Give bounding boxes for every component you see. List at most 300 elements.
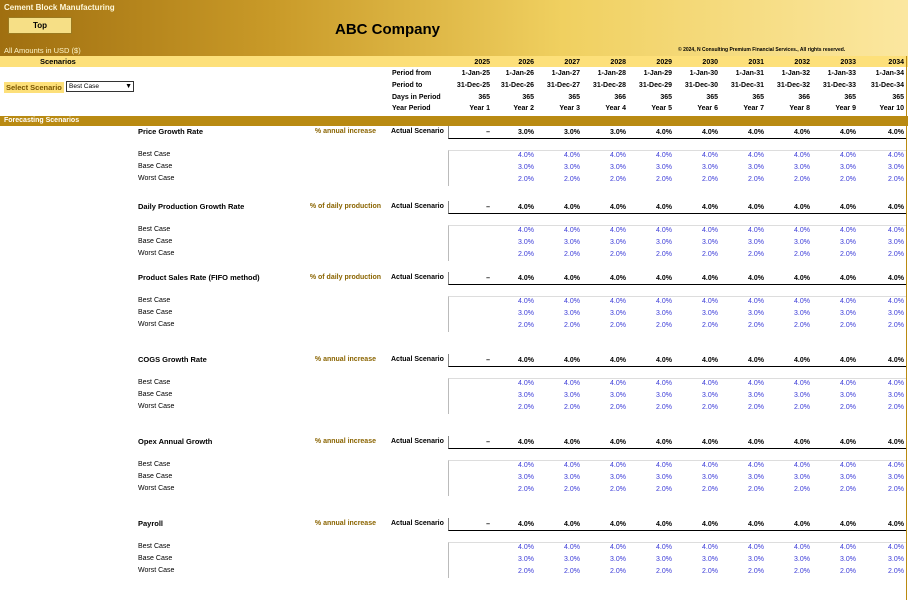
section-unit: % annual increase [314, 520, 376, 527]
copyright-notice: © 2024, N Consulting Premium Financial Services., All rights reserved. [678, 47, 846, 53]
case-input-cell[interactable]: 4.0% [518, 462, 534, 469]
case-input-cell[interactable]: 3.0% [794, 474, 810, 481]
case-input-cell[interactable]: 3.0% [888, 239, 904, 246]
actual-scenario-cell: 4.0% [888, 439, 904, 446]
case-input-cell[interactable]: 4.0% [702, 380, 718, 387]
actual-scenario-cell: 3.0% [610, 129, 626, 136]
case-label: Base Case [138, 555, 173, 562]
period-cell: 1-Jan-34 [875, 70, 904, 77]
period-cell: 366 [798, 94, 810, 101]
actual-scenario-cell: 4.0% [610, 357, 626, 364]
section-title: Product Sales Rate (FIFO method) [138, 273, 260, 282]
period-cell: 365 [844, 94, 856, 101]
actual-scenario-cell: 4.0% [702, 129, 718, 136]
period-cell: 1-Jan-26 [505, 70, 534, 77]
case-label: Worst Case [138, 175, 175, 182]
case-input-cell[interactable]: 3.0% [840, 556, 856, 563]
case-input-cell[interactable]: 4.0% [840, 544, 856, 551]
case-input-cell[interactable]: 2.0% [564, 486, 580, 493]
case-input-cell[interactable]: 2.0% [702, 251, 718, 258]
section-title: Price Growth Rate [138, 127, 204, 136]
period-cell: 1-Jan-27 [551, 70, 580, 77]
case-input-cell[interactable]: 3.0% [564, 164, 580, 171]
case-input-cell[interactable]: 2.0% [794, 251, 810, 258]
actual-scenario-label: Actual Scenario [391, 520, 444, 527]
section-title: Payroll [138, 519, 164, 528]
case-label: Worst Case [138, 250, 175, 257]
case-input-cell[interactable]: 2.0% [840, 251, 856, 258]
year-header: 2032 [794, 59, 810, 66]
period-cell: 31-Dec-32 [776, 82, 810, 89]
case-input-cell[interactable]: 2.0% [702, 486, 718, 493]
case-label: Base Case [138, 309, 173, 316]
actual-scenario-cell: 3.0% [564, 129, 580, 136]
case-input-cell[interactable]: 4.0% [702, 227, 718, 234]
actual-scenario-cell: 4.0% [518, 521, 534, 528]
case-input-cell[interactable]: 4.0% [888, 462, 904, 469]
actual-scenario-cell: 4.0% [610, 204, 626, 211]
period-cell: 1-Jan-29 [643, 70, 672, 77]
case-input-cell[interactable]: 2.0% [888, 176, 904, 183]
case-input-cell[interactable]: 4.0% [702, 152, 718, 159]
actual-scenario-cell: 4.0% [518, 439, 534, 446]
actual-scenario-cell: 4.0% [610, 521, 626, 528]
actual-scenario-cell: – [486, 129, 490, 136]
case-input-cell[interactable]: 4.0% [702, 298, 718, 305]
period-cell: 1-Jan-25 [461, 70, 490, 77]
case-input-cell[interactable]: 3.0% [610, 310, 626, 317]
case-input-cell[interactable]: 2.0% [748, 486, 764, 493]
period-cell: 365 [892, 94, 904, 101]
case-input-cell[interactable]: 4.0% [748, 152, 764, 159]
period-cell: 365 [522, 94, 534, 101]
case-input-cell[interactable]: 4.0% [888, 152, 904, 159]
case-input-cell[interactable]: 4.0% [656, 298, 672, 305]
case-input-cell[interactable]: 3.0% [702, 310, 718, 317]
case-input-cell[interactable]: 4.0% [794, 380, 810, 387]
case-input-cell[interactable]: 3.0% [748, 474, 764, 481]
period-cell: Year 10 [879, 105, 904, 112]
case-input-cell[interactable]: 2.0% [840, 322, 856, 329]
actual-scenario-cell: 4.0% [610, 439, 626, 446]
case-input-cell[interactable]: 4.0% [748, 544, 764, 551]
case-input-cell[interactable]: 3.0% [840, 474, 856, 481]
case-label: Worst Case [138, 485, 175, 492]
case-input-cell[interactable]: 3.0% [748, 239, 764, 246]
case-input-cell[interactable]: 3.0% [656, 239, 672, 246]
case-input-cell[interactable]: 2.0% [564, 568, 580, 575]
year-header: 2026 [518, 59, 534, 66]
case-input-cell[interactable]: 2.0% [748, 251, 764, 258]
case-label: Base Case [138, 163, 173, 170]
actual-scenario-cell: 4.0% [888, 521, 904, 528]
actual-scenario-cell: 4.0% [794, 357, 810, 364]
case-input-cell[interactable]: 3.0% [702, 474, 718, 481]
actual-scenario-cell: 4.0% [564, 439, 580, 446]
actual-scenario-cell: 4.0% [840, 439, 856, 446]
actual-scenario-cell: 4.0% [840, 521, 856, 528]
case-input-cell[interactable]: 2.0% [610, 322, 626, 329]
case-input-cell[interactable]: 4.0% [794, 298, 810, 305]
period-cell: 31-Dec-27 [546, 82, 580, 89]
period-cell: Year 5 [651, 105, 672, 112]
case-input-cell[interactable]: 2.0% [518, 176, 534, 183]
period-cell: 31-Dec-29 [638, 82, 672, 89]
period-row-label: Period to [392, 82, 423, 89]
case-input-cell[interactable]: 2.0% [656, 251, 672, 258]
case-input-cell[interactable]: 4.0% [888, 544, 904, 551]
case-input-cell[interactable]: 4.0% [610, 227, 626, 234]
actual-scenario-cell: 4.0% [840, 204, 856, 211]
case-input-cell[interactable]: 2.0% [610, 568, 626, 575]
actual-scenario-cell: 4.0% [702, 204, 718, 211]
case-input-cell[interactable]: 4.0% [840, 462, 856, 469]
case-label: Best Case [138, 461, 171, 468]
period-cell: Year 7 [743, 105, 764, 112]
select-scenario-label: Select Scenario [6, 83, 62, 92]
case-input-cell[interactable]: 3.0% [794, 239, 810, 246]
period-cell: 1-Jan-31 [735, 70, 764, 77]
case-input-cell[interactable]: 4.0% [794, 152, 810, 159]
period-cell: 1-Jan-30 [689, 70, 718, 77]
year-header: 2025 [474, 59, 490, 66]
case-input-cell[interactable]: 4.0% [794, 462, 810, 469]
company-title: ABC Company [335, 21, 441, 38]
case-input-cell[interactable]: 4.0% [656, 462, 672, 469]
currency-note: All Amounts in USD ($) [4, 46, 81, 55]
period-row-label: Period from [392, 70, 432, 77]
case-input-cell[interactable]: 3.0% [794, 310, 810, 317]
actual-scenario-cell: 4.0% [656, 357, 672, 364]
case-input-cell[interactable]: 3.0% [888, 310, 904, 317]
case-input-cell[interactable]: 3.0% [518, 310, 534, 317]
case-label: Best Case [138, 297, 171, 304]
actual-scenario-cell: 4.0% [794, 275, 810, 282]
period-cell: 31-Dec-30 [684, 82, 718, 89]
case-input-cell[interactable]: 2.0% [748, 322, 764, 329]
case-input-cell[interactable]: 3.0% [656, 392, 672, 399]
header-banner [0, 0, 908, 56]
period-cell: Year 8 [789, 105, 810, 112]
case-input-cell[interactable]: 4.0% [610, 298, 626, 305]
case-input-cell[interactable]: 2.0% [794, 176, 810, 183]
case-input-cell[interactable]: 2.0% [888, 322, 904, 329]
top-button[interactable]: Top [8, 17, 72, 34]
case-label: Worst Case [138, 567, 175, 574]
period-cell: Year 1 [469, 105, 490, 112]
actual-scenario-cell: 4.0% [748, 204, 764, 211]
case-input-cell[interactable]: 3.0% [794, 392, 810, 399]
actual-scenario-cell: 4.0% [888, 204, 904, 211]
actual-scenario-cell: 4.0% [610, 275, 626, 282]
case-input-cell[interactable]: 4.0% [564, 152, 580, 159]
case-input-cell[interactable]: 3.0% [564, 239, 580, 246]
actual-scenario-label: Actual Scenario [391, 438, 444, 445]
actual-scenario-cell: 4.0% [656, 439, 672, 446]
case-input-cell[interactable]: 2.0% [794, 404, 810, 411]
case-input-cell[interactable]: 4.0% [610, 544, 626, 551]
case-input-cell[interactable]: 2.0% [748, 568, 764, 575]
case-input-cell[interactable]: 3.0% [564, 556, 580, 563]
case-input-cell[interactable]: 2.0% [840, 404, 856, 411]
actual-scenario-cell: 4.0% [518, 275, 534, 282]
case-input-cell[interactable]: 3.0% [794, 556, 810, 563]
actual-scenario-cell: 4.0% [840, 357, 856, 364]
period-cell: 31-Dec-31 [730, 82, 764, 89]
case-input-cell[interactable]: 2.0% [656, 322, 672, 329]
case-input-cell[interactable]: 4.0% [794, 227, 810, 234]
sheet-right-border [906, 56, 907, 600]
case-input-cell[interactable]: 4.0% [840, 227, 856, 234]
case-input-cell[interactable]: 4.0% [564, 227, 580, 234]
case-input-cell[interactable]: 4.0% [656, 152, 672, 159]
case-input-cell[interactable]: 4.0% [840, 380, 856, 387]
case-input-cell[interactable]: 4.0% [840, 152, 856, 159]
forecasting-scenarios-heading: Forecasting Scenarios [4, 117, 80, 124]
case-input-cell[interactable]: 3.0% [840, 392, 856, 399]
case-input-cell[interactable]: 4.0% [888, 298, 904, 305]
actual-scenario-cell: – [486, 521, 490, 528]
case-input-cell[interactable]: 4.0% [656, 380, 672, 387]
case-input-cell[interactable]: 2.0% [656, 404, 672, 411]
case-input-cell[interactable]: 4.0% [610, 462, 626, 469]
period-cell: 31-Dec-33 [822, 82, 856, 89]
period-cell: 1-Jan-28 [597, 70, 626, 77]
case-input-cell[interactable]: 4.0% [702, 462, 718, 469]
case-input-cell[interactable]: 2.0% [888, 568, 904, 575]
case-input-cell[interactable]: 4.0% [610, 152, 626, 159]
section-unit: % of daily production [309, 274, 381, 281]
case-input-cell[interactable]: 2.0% [702, 176, 718, 183]
case-input-cell[interactable]: 4.0% [518, 544, 534, 551]
case-input-cell[interactable]: 4.0% [840, 298, 856, 305]
case-input-cell[interactable]: 2.0% [888, 404, 904, 411]
scenario-dropdown[interactable] [66, 81, 134, 92]
period-cell: 31-Dec-28 [592, 82, 626, 89]
case-input-cell[interactable]: 3.0% [888, 556, 904, 563]
actual-scenario-cell: 4.0% [702, 357, 718, 364]
case-input-cell[interactable]: 3.0% [518, 392, 534, 399]
case-input-cell[interactable]: 4.0% [564, 380, 580, 387]
period-cell: 366 [614, 94, 626, 101]
case-input-cell[interactable]: 2.0% [518, 322, 534, 329]
case-input-cell[interactable]: 4.0% [564, 462, 580, 469]
actual-scenario-cell: 4.0% [564, 521, 580, 528]
period-cell: Year 3 [559, 105, 580, 112]
case-input-cell[interactable]: 2.0% [564, 404, 580, 411]
case-input-cell[interactable]: 4.0% [702, 544, 718, 551]
case-input-cell[interactable]: 2.0% [794, 568, 810, 575]
case-input-cell[interactable]: 2.0% [656, 568, 672, 575]
case-input-cell[interactable]: 2.0% [610, 251, 626, 258]
case-input-cell[interactable]: 2.0% [794, 322, 810, 329]
case-input-cell[interactable]: 4.0% [888, 380, 904, 387]
case-input-cell[interactable]: 2.0% [564, 176, 580, 183]
case-input-cell[interactable]: 2.0% [840, 568, 856, 575]
case-input-cell[interactable]: 2.0% [748, 404, 764, 411]
actual-scenario-cell: 4.0% [564, 275, 580, 282]
period-cell: 31-Dec-25 [456, 82, 490, 89]
actual-scenario-cell: 4.0% [794, 204, 810, 211]
case-input-cell[interactable]: 4.0% [656, 227, 672, 234]
actual-scenario-cell: 4.0% [840, 129, 856, 136]
case-input-cell[interactable]: 4.0% [748, 298, 764, 305]
section-title: Daily Production Growth Rate [138, 202, 245, 211]
actual-scenario-label: Actual Scenario [391, 128, 444, 135]
actual-scenario-cell: 4.0% [656, 521, 672, 528]
case-input-cell[interactable]: 4.0% [748, 462, 764, 469]
actual-scenario-cell: 4.0% [748, 357, 764, 364]
case-input-cell[interactable]: 3.0% [610, 239, 626, 246]
year-header: 2028 [610, 59, 626, 66]
case-label: Base Case [138, 238, 173, 245]
case-input-cell[interactable]: 3.0% [656, 164, 672, 171]
actual-scenario-cell: 4.0% [748, 521, 764, 528]
case-input-cell[interactable]: 2.0% [888, 251, 904, 258]
case-label: Best Case [138, 226, 171, 233]
case-input-cell[interactable]: 3.0% [840, 164, 856, 171]
actual-scenario-cell: 4.0% [518, 204, 534, 211]
case-input-cell[interactable]: 3.0% [564, 392, 580, 399]
case-input-cell[interactable]: 3.0% [518, 164, 534, 171]
case-input-cell[interactable]: 2.0% [702, 322, 718, 329]
section-unit: % annual increase [314, 128, 376, 135]
case-input-cell[interactable]: 3.0% [610, 164, 626, 171]
case-input-cell[interactable]: 3.0% [702, 392, 718, 399]
scenarios-heading: Scenarios [40, 57, 76, 66]
case-input-cell[interactable]: 3.0% [518, 556, 534, 563]
period-cell: 1-Jan-33 [827, 70, 856, 77]
period-cell: Year 6 [697, 105, 718, 112]
actual-scenario-cell: 4.0% [656, 275, 672, 282]
forecasting-scenarios-bar [0, 116, 908, 126]
actual-scenario-cell: 4.0% [794, 521, 810, 528]
case-input-cell[interactable]: 2.0% [840, 486, 856, 493]
case-input-cell[interactable]: 2.0% [564, 322, 580, 329]
case-input-cell[interactable]: 2.0% [518, 251, 534, 258]
period-cell: Year 9 [835, 105, 856, 112]
case-input-cell[interactable]: 3.0% [564, 310, 580, 317]
period-cell: 365 [478, 94, 490, 101]
case-input-cell[interactable]: 3.0% [840, 310, 856, 317]
case-input-cell[interactable]: 2.0% [888, 486, 904, 493]
case-input-cell[interactable]: 4.0% [656, 544, 672, 551]
case-input-cell[interactable]: 3.0% [610, 474, 626, 481]
case-input-cell[interactable]: 3.0% [888, 474, 904, 481]
period-cell: 1-Jan-32 [781, 70, 810, 77]
actual-scenario-cell: 4.0% [656, 204, 672, 211]
case-input-cell[interactable]: 2.0% [610, 176, 626, 183]
actual-scenario-cell: 4.0% [748, 129, 764, 136]
case-input-cell[interactable]: 4.0% [518, 298, 534, 305]
case-label: Best Case [138, 379, 171, 386]
section-title: Opex Annual Growth [138, 437, 213, 446]
actual-scenario-cell: – [486, 275, 490, 282]
case-input-cell[interactable]: 4.0% [518, 380, 534, 387]
case-input-cell[interactable]: 3.0% [518, 239, 534, 246]
case-input-cell[interactable]: 3.0% [748, 392, 764, 399]
case-label: Worst Case [138, 403, 175, 410]
actual-scenario-label: Actual Scenario [391, 274, 444, 281]
case-input-cell[interactable]: 3.0% [564, 474, 580, 481]
case-input-cell[interactable]: 2.0% [702, 568, 718, 575]
case-input-cell[interactable]: 3.0% [794, 164, 810, 171]
case-input-cell[interactable]: 3.0% [610, 392, 626, 399]
period-cell: 365 [568, 94, 580, 101]
case-input-cell[interactable]: 2.0% [518, 486, 534, 493]
case-input-cell[interactable]: 2.0% [840, 176, 856, 183]
actual-scenario-cell: 4.0% [840, 275, 856, 282]
case-input-cell[interactable]: 3.0% [888, 164, 904, 171]
case-input-cell[interactable]: 3.0% [748, 310, 764, 317]
case-input-cell[interactable]: 2.0% [518, 404, 534, 411]
case-input-cell[interactable]: 3.0% [888, 392, 904, 399]
case-label: Best Case [138, 543, 171, 550]
case-input-cell[interactable]: 4.0% [748, 380, 764, 387]
actual-scenario-cell: 3.0% [518, 129, 534, 136]
actual-scenario-cell: 4.0% [888, 129, 904, 136]
case-input-cell[interactable]: 3.0% [702, 556, 718, 563]
case-input-cell[interactable]: 3.0% [702, 239, 718, 246]
case-input-cell[interactable]: 2.0% [610, 486, 626, 493]
case-input-cell[interactable]: 4.0% [748, 227, 764, 234]
case-input-cell[interactable]: 3.0% [656, 474, 672, 481]
actual-scenario-cell: 4.0% [564, 204, 580, 211]
case-input-cell[interactable]: 2.0% [794, 486, 810, 493]
dropdown-arrow-icon[interactable]: ▼ [125, 83, 132, 90]
case-input-cell[interactable]: 3.0% [840, 239, 856, 246]
section-unit: % of daily production [309, 203, 381, 210]
case-input-cell[interactable]: 3.0% [656, 310, 672, 317]
case-input-cell[interactable]: 4.0% [564, 298, 580, 305]
case-input-cell[interactable]: 4.0% [564, 544, 580, 551]
case-input-cell[interactable]: 4.0% [888, 227, 904, 234]
period-cell: 365 [752, 94, 764, 101]
case-input-cell[interactable]: 4.0% [794, 544, 810, 551]
actual-scenario-cell: 4.0% [794, 129, 810, 136]
period-row-label: Year Period [392, 105, 431, 112]
case-input-cell[interactable]: 2.0% [748, 176, 764, 183]
actual-scenario-cell: – [486, 204, 490, 211]
year-header: 2027 [564, 59, 580, 66]
year-header: 2034 [888, 59, 904, 66]
case-input-cell[interactable]: 3.0% [610, 556, 626, 563]
case-input-cell[interactable]: 2.0% [564, 251, 580, 258]
actual-scenario-label: Actual Scenario [391, 203, 444, 210]
section-unit: % annual increase [314, 438, 376, 445]
case-input-cell[interactable]: 3.0% [748, 164, 764, 171]
case-input-cell[interactable]: 3.0% [518, 474, 534, 481]
case-input-cell[interactable]: 3.0% [656, 556, 672, 563]
case-input-cell[interactable]: 4.0% [518, 152, 534, 159]
actual-scenario-cell: 4.0% [888, 357, 904, 364]
case-input-cell[interactable]: 2.0% [610, 404, 626, 411]
case-input-cell[interactable]: 3.0% [748, 556, 764, 563]
case-input-cell[interactable]: 2.0% [656, 176, 672, 183]
case-input-cell[interactable]: 4.0% [518, 227, 534, 234]
app-title: Cement Block Manufacturing [4, 3, 115, 12]
case-input-cell[interactable]: 4.0% [610, 380, 626, 387]
actual-scenario-cell: – [486, 439, 490, 446]
actual-scenario-cell: – [486, 357, 490, 364]
period-row-label: Days in Period [392, 94, 441, 101]
case-input-cell[interactable]: 2.0% [518, 568, 534, 575]
case-input-cell[interactable]: 2.0% [702, 404, 718, 411]
case-input-cell[interactable]: 3.0% [702, 164, 718, 171]
case-label: Base Case [138, 391, 173, 398]
year-header: 2030 [702, 59, 718, 66]
case-input-cell[interactable]: 2.0% [656, 486, 672, 493]
